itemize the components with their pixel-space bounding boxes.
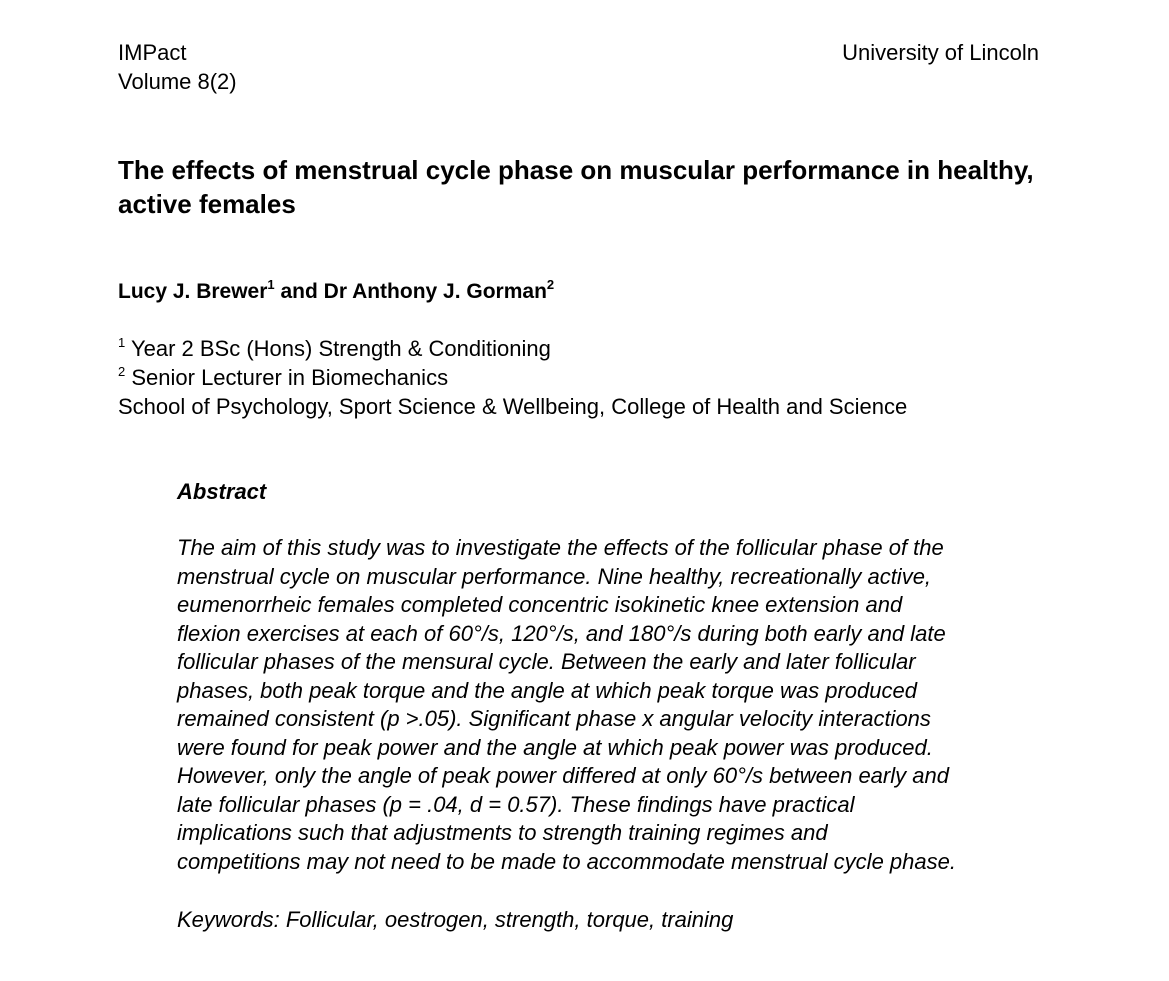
abstract-body <box>177 534 1077 876</box>
abstract-line: remained consistent (p >.05). Significant phase x angular velocity interactions <box>177 706 931 731</box>
abstract-line: The aim of this study was to investigate the effects of the follicular phase of the <box>177 535 944 560</box>
affiliation-line <box>118 334 907 363</box>
abstract-line: eumenorrheic females completed concentric isokinetic knee extension and <box>177 592 903 617</box>
keywords-line: Keywords: Follicular, oestrogen, strength, torque, training <box>177 907 734 932</box>
author-name: Dr Anthony J. Gorman <box>323 280 547 303</box>
abstract-line: flexion exercises at each of 60°/s, 120°/s, and 180°/s during both early and late <box>177 620 946 646</box>
abstract-line: phases, both peak torque and the angle at which peak torque was produced <box>177 677 917 703</box>
abstract-line: late follicular phases (p = .04, d = 0.57). These findings have practical <box>177 791 855 817</box>
author-connector: and <box>280 280 318 303</box>
abstract-line: implications such that adjustments to strength training regimes and <box>177 820 828 845</box>
abstract-line: However, only the angle of peak power differed at only 60°/s between early and <box>177 763 949 788</box>
affiliations <box>118 334 907 421</box>
affiliation-text: Year 2 BSc (Hons) Strength & Conditioning <box>130 336 551 361</box>
journal-info <box>118 38 237 96</box>
author-affiliation-mark: 2 <box>546 277 555 292</box>
affiliation-text: Senior Lecturer in Biomechanics <box>131 365 449 390</box>
abstract-line: follicular phases of the mensural cycle. Between the early and later follicular <box>177 649 916 674</box>
affiliation-line <box>118 363 907 392</box>
school-line: School of Psychology, Sport Science & Wellbeing, College of Health and Science <box>118 394 908 419</box>
abstract-line: menstrual cycle on muscular performance. Nine healthy, recreationally active, <box>177 563 932 589</box>
author-affiliation-mark: 1 <box>267 277 275 292</box>
abstract-heading: Abstract <box>177 479 267 504</box>
institution-name: University of Lincoln <box>842 40 1039 65</box>
article-title: The effects of menstrual cycle phase on muscular performance in healthy, active females <box>118 155 1034 219</box>
author-line <box>118 278 554 306</box>
affiliation-mark: 1 <box>118 335 126 350</box>
journal-volume: Volume 8(2) <box>118 69 237 94</box>
abstract-line: were found for peak power and the angle at which peak power was produced. <box>177 734 933 760</box>
author-name: Lucy J. Brewer <box>118 280 268 303</box>
journal-name: IMPact <box>118 40 187 65</box>
abstract-line: competitions may not need to be made to accommodate menstrual cycle phase. <box>177 848 956 874</box>
affiliation-mark: 2 <box>118 364 126 379</box>
